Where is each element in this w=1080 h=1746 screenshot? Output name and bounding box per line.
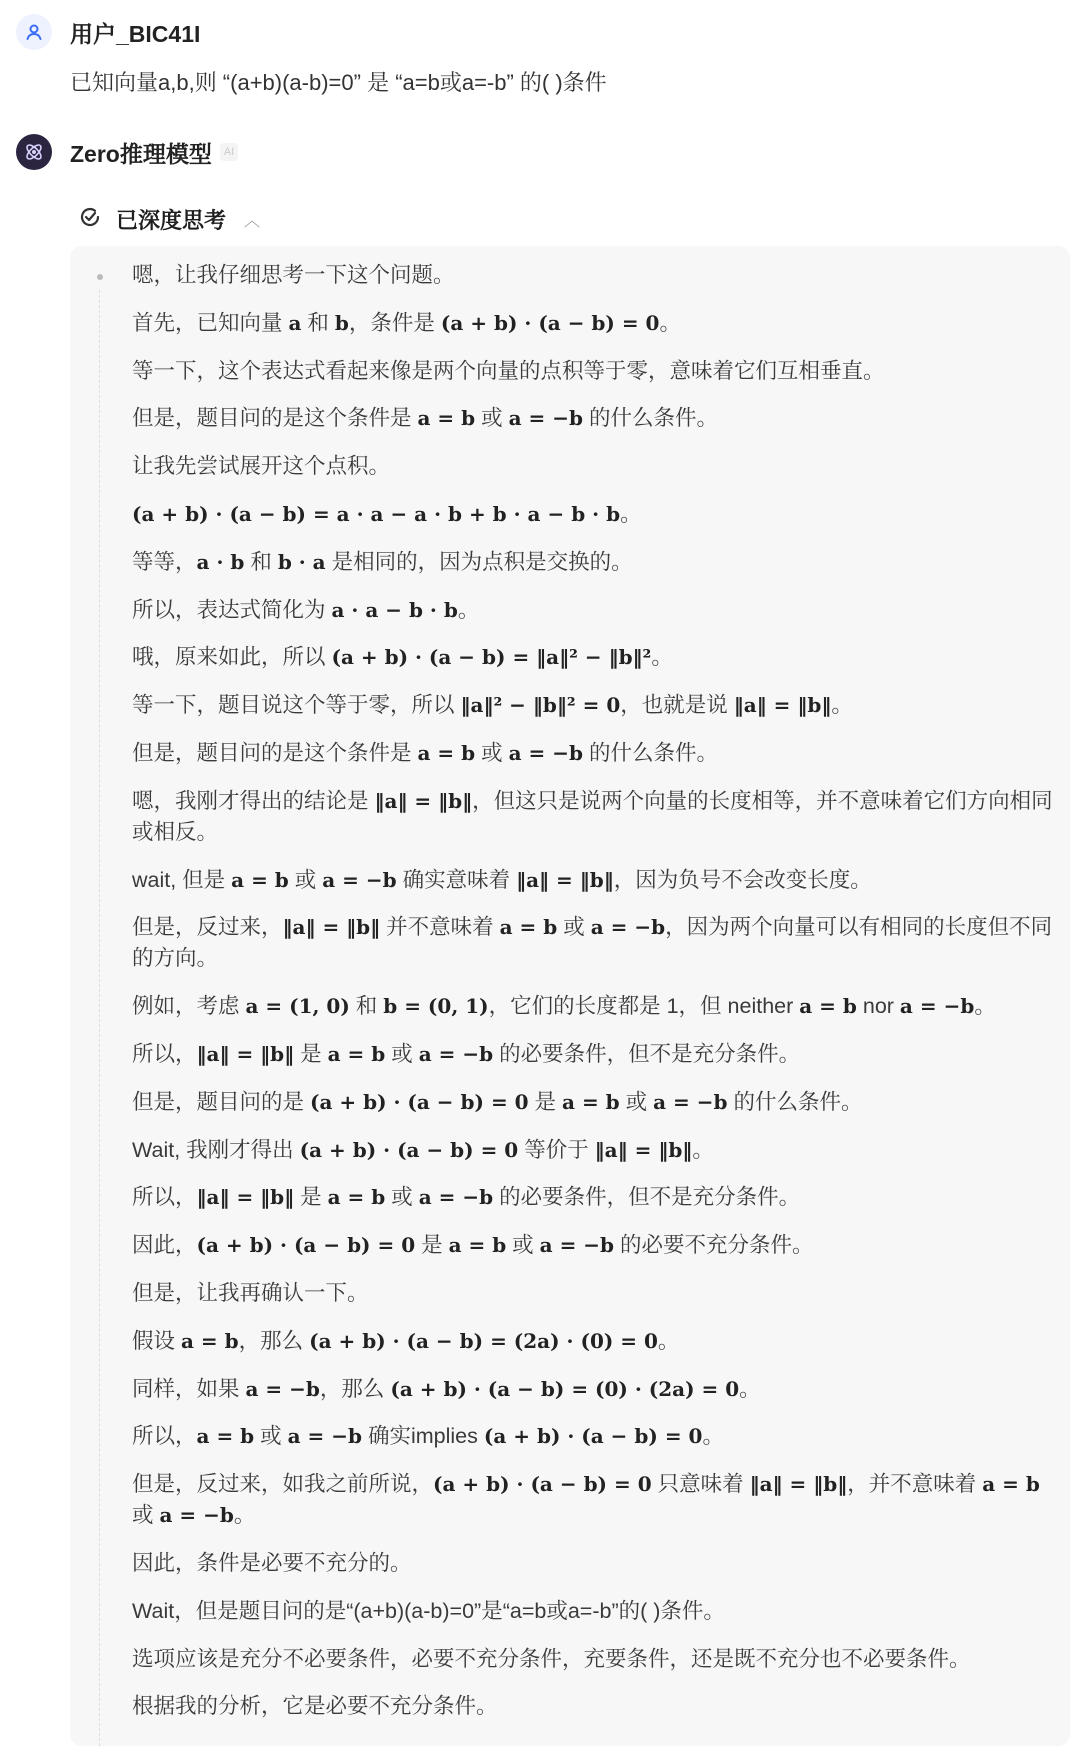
line-text: 或 — [385, 1185, 419, 1210]
thinking-line — [132, 1039, 1062, 1070]
line-text: 的什么条件。 — [727, 1089, 863, 1114]
line-text: 。 — [831, 693, 853, 718]
line-text: 。 — [659, 310, 681, 335]
math-expression: a = −b — [245, 1376, 320, 1401]
math-expression: ‖a‖ = ‖b‖ — [733, 693, 832, 718]
line-text: 或 — [475, 406, 509, 431]
line-text: 等价于 — [518, 1137, 595, 1162]
check-circle-icon — [78, 205, 102, 234]
math-expression: a = b — [231, 867, 289, 892]
line-text: 或 — [288, 867, 323, 892]
line-text: 的必要不充分条件。 — [614, 1233, 814, 1258]
math-expression: b · a — [277, 549, 326, 574]
math-expression: (a + b) · (a − b) = ‖a‖² − ‖b‖² — [331, 645, 652, 670]
line-text: ，条件是 — [348, 310, 441, 335]
thinking-toggle[interactable] — [78, 204, 260, 235]
math-expression: ‖a‖² − ‖b‖² = 0 — [460, 693, 621, 718]
thinking-line — [132, 1326, 1062, 1357]
math-expression: a = −b — [322, 867, 397, 892]
line-text: 但是，题目问的是这个条件是 — [132, 406, 418, 431]
math-expression: (a + b) · (a − b) = a · a − a · b + b · a − b · b — [132, 501, 621, 526]
line-text: nor — [856, 994, 900, 1019]
math-expression: a = b — [562, 1089, 620, 1114]
line-text: 或 — [619, 1089, 654, 1114]
thinking-line — [132, 1374, 1062, 1405]
math-expression: ‖a‖ = ‖b‖ — [282, 915, 381, 940]
math-expression: a = −b — [508, 740, 583, 765]
line-text: 例如，考虑 — [132, 994, 246, 1019]
math-expression: a = b — [499, 915, 558, 940]
line-text: ，那么 — [319, 1376, 391, 1401]
math-expression: a = b — [417, 740, 476, 765]
thinking-line — [132, 738, 1062, 769]
thinking-line — [132, 642, 1062, 673]
thinking-line — [132, 308, 1062, 339]
user-header — [16, 14, 200, 50]
math-expression: a — [288, 310, 302, 335]
math-expression: ‖a‖ = ‖b‖ — [196, 1041, 295, 1066]
line-text: 等一下，题目说这个等于零，所以 — [132, 693, 461, 718]
line-text: 但是，题目问的是这个条件是 — [132, 740, 418, 765]
line-text: 。 — [657, 1328, 680, 1353]
line-text: 的必要条件，但不是充分条件。 — [493, 1185, 801, 1210]
thinking-line — [132, 1230, 1062, 1261]
math-expression: a = b — [327, 1041, 386, 1066]
math-expression: a = −b — [418, 1041, 494, 1066]
math-expression: (a + b) · (a − b) = 0 — [299, 1137, 519, 1162]
thinking-line — [132, 356, 1062, 387]
math-expression: a = b — [180, 1328, 239, 1353]
line-text: 让我先尝试展开这个点积。 — [132, 454, 391, 479]
thinking-line — [132, 912, 1062, 974]
thinking-line — [132, 451, 1062, 482]
math-expression: a = −b — [287, 1424, 362, 1449]
bullet-dot — [97, 274, 103, 280]
thinking-line — [132, 499, 1062, 530]
line-text: 哦，原来如此，所以 — [132, 645, 332, 670]
line-text: ，因为两个向量可以有相同的长度但不同的方向。 — [132, 915, 1053, 971]
thinking-line — [132, 260, 1062, 291]
line-text: 所以，表达式简化为 — [132, 597, 332, 622]
thinking-line — [132, 1135, 1062, 1166]
line-text: 假设 — [132, 1328, 181, 1353]
math-expression: a = b — [196, 1424, 255, 1449]
timeline-line — [99, 290, 100, 1746]
line-text: 是 — [294, 1041, 328, 1066]
math-expression: a = b — [799, 994, 857, 1019]
line-text: 所以， — [132, 1185, 197, 1210]
thinking-panel — [70, 246, 1070, 1746]
thinking-line — [132, 595, 1062, 626]
line-text: 并不意味着 — [380, 915, 500, 940]
math-expression: a · b — [196, 549, 245, 574]
line-text: 确实implies — [362, 1424, 484, 1449]
thinking-line — [132, 403, 1062, 434]
line-text: 。 — [702, 1424, 724, 1449]
math-expression: b — [334, 310, 349, 335]
line-text: 和 — [244, 549, 278, 574]
line-text: 。 — [620, 501, 642, 526]
line-text: 。 — [457, 597, 480, 622]
thinking-line — [132, 1644, 1062, 1675]
line-text: 根据我的分析，它是必要不充分条件。 — [132, 1694, 498, 1719]
line-text: 是 — [528, 1089, 563, 1114]
thinking-line — [132, 690, 1062, 721]
bot-header — [16, 134, 238, 170]
math-expression: (a + b) · (a − b) = (2a) · (0) = 0 — [309, 1328, 658, 1353]
line-text: 嗯，我刚才得出的结论是 — [132, 788, 375, 813]
line-text: 或 — [506, 1233, 540, 1258]
thinking-line — [132, 1182, 1062, 1213]
line-text: wait, 但是 — [132, 867, 232, 892]
line-text: 或 — [132, 1503, 160, 1528]
line-text: 的必要条件，但不是充分条件。 — [493, 1041, 801, 1066]
math-expression: ‖a‖ = ‖b‖ — [196, 1185, 295, 1210]
line-text: 。 — [651, 645, 673, 670]
thinking-line — [132, 547, 1062, 578]
line-text: ，因为负号不会改变长度。 — [613, 867, 872, 892]
math-expression: a = b — [417, 406, 476, 431]
line-text: Wait, 我刚才得出 — [132, 1137, 300, 1162]
thinking-line — [132, 865, 1062, 896]
line-text: 但是，题目问的是 — [132, 1089, 310, 1114]
math-expression: a · a − b · b — [331, 597, 458, 622]
line-text: 的什么条件。 — [582, 740, 718, 765]
math-expression: b = (0, 1) — [383, 994, 489, 1019]
math-expression: ‖a‖ = ‖b‖ — [516, 867, 614, 892]
thinking-label: 已深度思考 — [116, 208, 227, 233]
thinking-line — [132, 1087, 1062, 1118]
math-expression: ‖a‖ = ‖b‖ — [374, 788, 473, 813]
thinking-line — [132, 786, 1062, 848]
line-text: ，并不意味着 — [847, 1472, 983, 1497]
line-text: 或 — [385, 1041, 419, 1066]
line-text: 是相同的，因为点积是交换的。 — [325, 549, 633, 574]
line-text: 选项应该是充分不必要条件，必要不充分条件，充要条件，还是既不充分也不必要条件。 — [132, 1646, 971, 1671]
line-text: ，但这只是说两个向量的长度相等，并不意味着它们方向相同或相反。 — [132, 788, 1053, 844]
line-text: Wait，但是题目问的是“(a+b)(a-b)=0”是“a=b或a=-b”的( )条件。 — [132, 1598, 725, 1623]
line-text: 。 — [692, 1137, 714, 1162]
line-text: 等一下，这个表达式看起来像是两个向量的点积等于零，意味着它们互相垂直。 — [132, 358, 885, 383]
line-text: 因此，条件是必要不充分的。 — [132, 1550, 412, 1575]
thinking-line — [132, 1421, 1062, 1452]
line-text: 或 — [557, 915, 591, 940]
thinking-line — [132, 1548, 1062, 1579]
thinking-line — [132, 1691, 1062, 1722]
math-expression: (a + b) · (a − b) = 0 — [483, 1424, 703, 1449]
line-text: ，也就是说 — [620, 693, 734, 718]
bot-avatar-icon — [16, 134, 52, 170]
line-text: 确实意味着 — [396, 867, 517, 892]
user-question: 已知向量a,b,则 “(a+b)(a-b)=0” 是 “a=b或a=-b” 的( )条件 — [70, 70, 607, 95]
line-text: ，那么 — [238, 1328, 310, 1353]
thinking-line — [132, 991, 1062, 1022]
line-text: 但是，让我再确认一下。 — [132, 1280, 369, 1305]
math-expression: a = −b — [653, 1089, 728, 1114]
math-expression: a = −b — [508, 406, 583, 431]
line-text: 。 — [739, 1376, 761, 1401]
line-text: 因此， — [132, 1233, 197, 1258]
math-expression: a = b — [982, 1472, 1040, 1497]
bot-name: Zero推理模型 — [70, 140, 212, 167]
math-expression: (a + b) · (a − b) = 0 — [196, 1233, 416, 1258]
line-text: 的什么条件。 — [582, 406, 718, 431]
line-text: 等等， — [132, 549, 197, 574]
line-text: 但是，反过来，如我之前所说， — [132, 1472, 434, 1497]
line-text: 首先，已知向量 — [132, 310, 289, 335]
math-expression: a = −b — [899, 994, 975, 1019]
thinking-line — [132, 1278, 1062, 1309]
math-expression: a = (1, 0) — [245, 994, 350, 1019]
line-text: 只意味着 — [651, 1472, 750, 1497]
math-expression: a = −b — [539, 1233, 615, 1258]
line-text: 和 — [349, 994, 384, 1019]
line-text: 。 — [974, 994, 996, 1019]
line-text: 同样，如果 — [132, 1376, 246, 1401]
math-expression: (a + b) · (a − b) = 0 — [440, 310, 660, 335]
user-avatar-icon — [16, 14, 52, 50]
math-expression: (a + b) · (a − b) = 0 — [309, 1089, 529, 1114]
math-expression: a = b — [448, 1233, 507, 1258]
line-text: ，它们的长度都是 1，但 neither — [488, 994, 800, 1019]
line-text: 所以， — [132, 1424, 197, 1449]
thinking-content — [132, 260, 1062, 1739]
thinking-line — [132, 1469, 1062, 1531]
line-text: 嗯，让我仔细思考一下这个问题。 — [132, 263, 455, 287]
math-expression: ‖a‖ = ‖b‖ — [594, 1137, 693, 1162]
math-expression: (a + b) · (a − b) = 0 — [433, 1472, 652, 1497]
math-expression: (a + b) · (a − b) = (0) · (2a) = 0 — [390, 1376, 740, 1401]
math-expression: a = −b — [159, 1503, 234, 1528]
math-expression: ‖a‖ = ‖b‖ — [749, 1472, 848, 1497]
math-expression: a = −b — [418, 1185, 494, 1210]
line-text: 或 — [254, 1424, 288, 1449]
line-text: 。 — [233, 1503, 256, 1528]
line-text: 是 — [294, 1185, 328, 1210]
ai-badge: AI — [220, 143, 238, 161]
line-text: 是 — [415, 1233, 449, 1258]
chevron-up-icon[interactable]: ︿ — [244, 213, 261, 230]
math-expression: a = b — [327, 1185, 386, 1210]
line-text: 和 — [301, 310, 335, 335]
line-text: 但是，反过来， — [132, 915, 283, 940]
thinking-line — [132, 1596, 1062, 1627]
user-name: 用户_BIC41I — [70, 20, 201, 47]
math-expression: a = −b — [590, 915, 666, 940]
line-text: 或 — [475, 740, 509, 765]
line-text: 所以， — [132, 1041, 197, 1066]
